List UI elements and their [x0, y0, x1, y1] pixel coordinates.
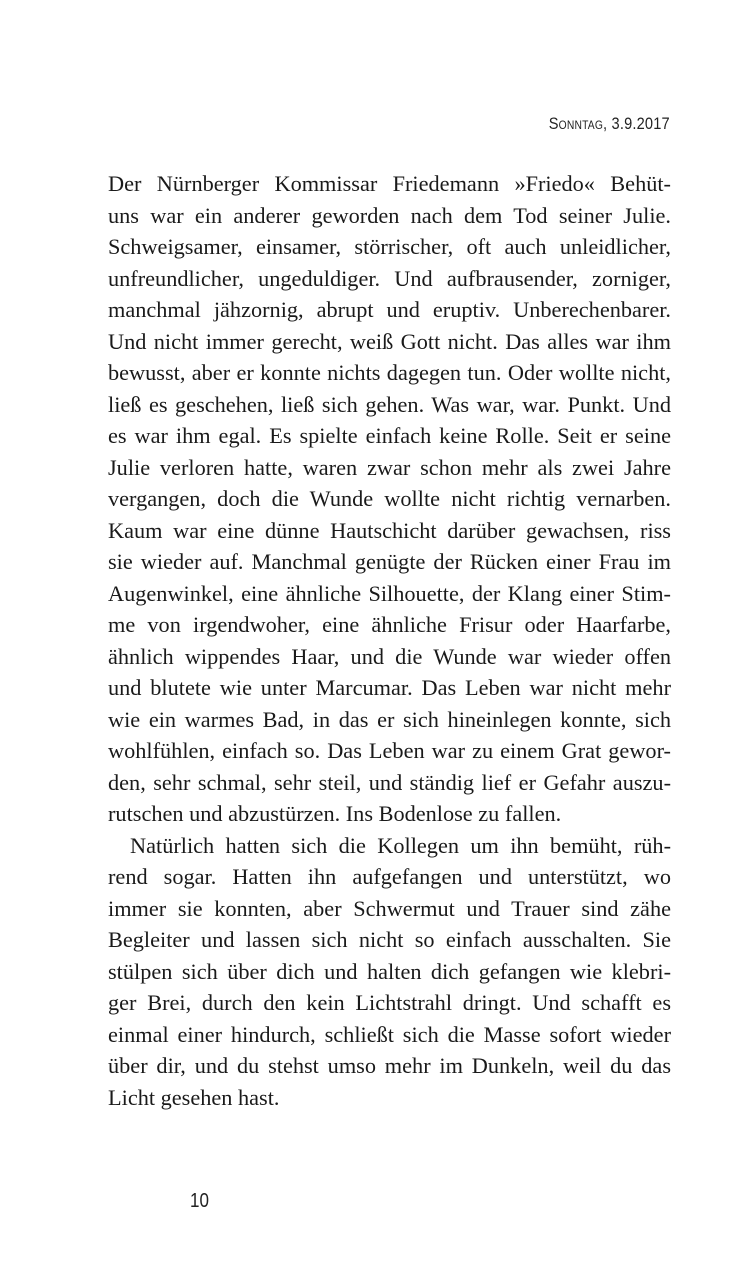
text-line: immer sie konnten, aber Schwermut und Trauer sind zähe: [108, 895, 671, 921]
text-line: Schweigsamer, einsamer, störrischer, oft auch unleidlicher,: [108, 234, 671, 259]
text-line: ähnlich wippendes Haar, und die Wunde war wieder offen: [108, 643, 671, 669]
text-line: rend sogar. Hatten ihn aufgefangen und unterstützt, wo: [108, 864, 671, 889]
text-line: sie wieder auf. Manchmal genügte der Rücken einer Frau im: [108, 549, 671, 574]
text-line: wohlfühlen, einfach so. Das Leben war zu einem Grat gewor-: [108, 738, 671, 763]
text-line: den, sehr schmal, sehr steil, und ständig lief er Gefahr auszu-: [108, 769, 671, 795]
running-header: [549, 114, 670, 134]
page-number: 10: [190, 1190, 209, 1212]
paragraph: [108, 830, 671, 1114]
text-line: Und nicht immer gerecht, weiß Gott nicht. Das alles war ihm: [108, 328, 671, 354]
text-line: Natürlich hatten sich die Kollegen um ihn bemüht, rüh-: [130, 832, 671, 858]
text-line: Begleiter und lassen sich nicht so einfach ausschalten. Sie: [108, 927, 671, 952]
text-line: bewusst, aber er konnte nichts dagegen tun. Oder wollte nicht,: [108, 360, 671, 385]
paragraph: [108, 168, 671, 830]
text-line: uns war ein anderer geworden nach dem Tod seiner Julie.: [108, 202, 671, 228]
text-line: wie ein warmes Bad, in das er sich hineinlegen konnte, sich: [108, 706, 671, 732]
text-line: rutschen und abzustürzen. Ins Bodenlose zu fallen.: [108, 801, 562, 826]
text-line: me von irgendwoher, eine ähnliche Frisur oder Haarfarbe,: [108, 612, 671, 637]
text-line: Der Nürnberger Kommissar Friedemann »Friedo« Behüt-: [108, 171, 671, 196]
text-line: manchmal jähzornig, abrupt und eruptiv. Unberechenbarer.: [108, 297, 671, 322]
text-line: Kaum war eine dünne Hautschicht darüber gewachsen, riss: [108, 517, 671, 543]
text-line: ger Brei, durch den kein Lichtstrahl dringt. Und schafft es: [108, 990, 671, 1015]
header-date: 3.9.2017: [611, 114, 670, 133]
text-line: ließ es geschehen, ließ sich gehen. Was war, war. Punkt. Und: [108, 391, 671, 417]
text-line: unfreundlicher, ungeduldiger. Und aufbrausender, zorniger,: [108, 265, 671, 291]
body-text: [108, 168, 671, 1113]
text-line: vergangen, doch die Wunde wollte nicht richtig vernarben.: [108, 486, 671, 511]
text-line: stülpen sich über dich und halten dich gefangen wie klebri-: [108, 958, 671, 984]
text-line: Augenwinkel, eine ähnliche Silhouette, der Klang einer Stim-: [108, 580, 671, 606]
text-line: Licht gesehen hast.: [108, 1084, 280, 1110]
text-line: und blutete wie unter Marcumar. Das Leben war nicht mehr: [108, 675, 671, 700]
text-line: über dir, und du stehst umso mehr im Dunkeln, weil du das: [108, 1053, 671, 1078]
text-line: einmal einer hindurch, schließt sich die Masse sofort wieder: [108, 1021, 671, 1047]
text-line: es war ihm egal. Es spielte einfach keine Rolle. Seit er seine: [108, 423, 671, 448]
text-line: Julie verloren hatte, waren zwar schon mehr als zwei Jahre: [108, 454, 671, 480]
header-day: Sonntag,: [548, 114, 608, 133]
